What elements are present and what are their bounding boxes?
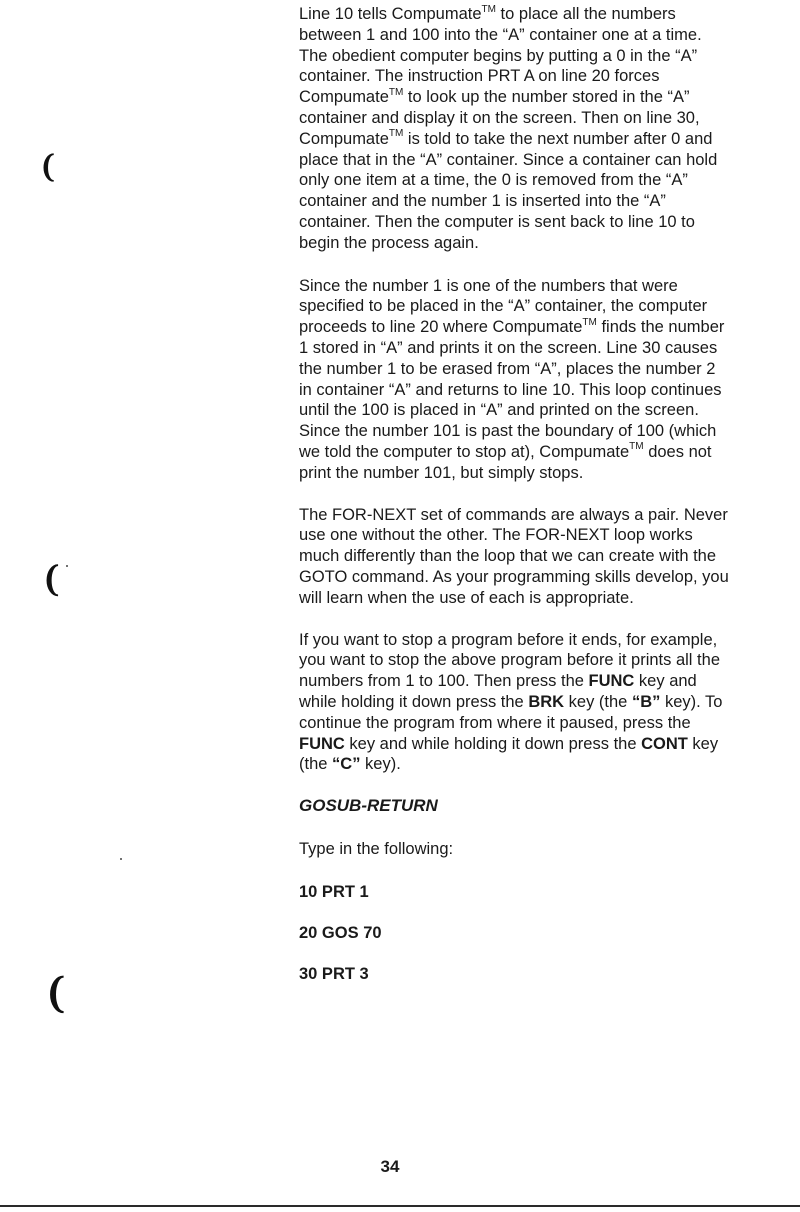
key-name: CONT <box>641 734 688 753</box>
code-line: 20 GOS 70 <box>299 923 382 942</box>
section-heading-gosub-return: GOSUB-RETURN <box>299 796 438 816</box>
code-line: 30 PRT 3 <box>299 964 369 983</box>
page-number: 34 <box>380 1157 400 1176</box>
binder-hole-mark: ❨ <box>45 970 69 1017</box>
trademark-superscript: TM <box>481 3 496 15</box>
key-name: “B” <box>631 692 661 711</box>
scan-speck <box>66 565 68 567</box>
key-name: FUNC <box>299 734 345 753</box>
paragraph-for-next-pair: The FOR-NEXT set of commands are always a pair. Never use one without the other. The FOR-NEXT loop works much differently than the loop that we can create with the GOTO command. As your programming skills develop, you will learn when the use of each is appropriate. <box>299 505 729 607</box>
binder-hole-mark: ❨ <box>39 150 58 185</box>
instruction-type-following: Type in the following: <box>299 840 454 859</box>
scan-speck <box>120 858 122 860</box>
key-name: “C” <box>332 755 361 774</box>
key-name: FUNC <box>588 672 635 691</box>
page-bottom-edge <box>0 1205 800 1207</box>
paragraph-loop-walkthrough: Since the number 1 is one of the numbers that were specified to be placed in the “A” container, the computer proceeds to line 20 where Compumate™ finds the number 1 stored in “A” and prints it on the screen. Line 30 causes the number 1 to be erased from “A”, places the number 2 in container “A” and returns to line 10. This loop continues until the 100 is placed in “A” and printed on the screen. Since the number 101 is past the boundary of 100 (which we told the computer to stop at), Compumate™ does not print the number 101, but simply stops. <box>299 276 725 482</box>
key-name: BRK <box>528 692 565 711</box>
trademark-superscript: TM <box>582 316 597 328</box>
paragraph-for-next-explanation: Line 10 tells Compumate™ to place all the numbers between 1 and 100 into the “A” container one at a time. The obedient computer begins by putting a 0 in the “A” container. The instruction PRT A on line 20 forces Compumate™ to look up the number stored in the “A” container and display it on the screen. Then on line 30, Compumate™ is told to take the next number after 0 and place that in the “A” container. Since a container can hold only one item at a time, the 0 is removed from the “A” container and the number 1 is inserted into the “A” container. Then the computer is sent back to line 10 to begin the process again. <box>299 3 718 252</box>
trademark-superscript: TM <box>388 86 404 98</box>
text-column <box>299 4 729 984</box>
paragraph-stop-program: If you want to stop a program before it ends, for example, you want to stop the above program before it prints all the numbers from 1 to 100. Then press the FUNC key and while holding it down press the BRK key (the “B” key). To continue the program from where it paused, press the FUNC key and while holding it down press the CONT key (the “C” key). <box>299 630 723 774</box>
binder-hole-mark: ❨ <box>42 560 63 600</box>
trademark-superscript: TM <box>629 441 644 453</box>
trademark-superscript: TM <box>388 128 404 140</box>
code-line: 10 PRT 1 <box>299 882 369 901</box>
